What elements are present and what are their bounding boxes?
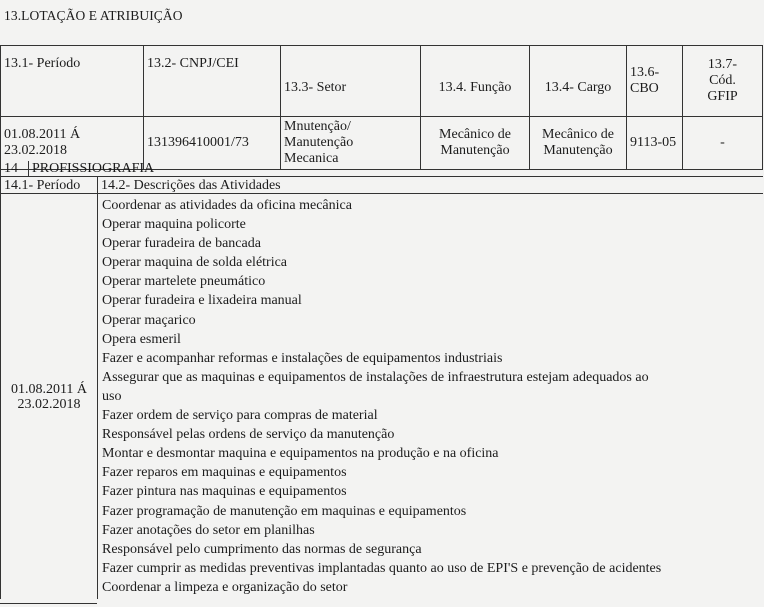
atividade-item: Responsável pelo cumprimento das normas de segurança (102, 541, 422, 557)
header-setor: 13.3- Setor (281, 46, 421, 117)
profissiografia-title-row (1, 160, 763, 177)
section-13-title: 13.LOTAÇÃO E ATRIBUIÇÃO (4, 8, 183, 23)
atividade-item: Opera esmeril (102, 331, 181, 347)
profissiografia-table (0, 160, 763, 599)
atividade-item: Operar maquina policorte (102, 217, 246, 233)
header-gfip: 13.7- Cód. GFIP (683, 46, 763, 117)
cell-cbo: 9113-05 (627, 117, 683, 170)
header-periodo-14: 14.1- Período (1, 177, 98, 194)
atividade-item: Operar furadeira e lixadeira manual (102, 293, 302, 309)
cell-setor: Mnutenção/ Manutenção Mecanica (281, 117, 421, 170)
header-cnpj: 13.2- CNPJ/CEI (144, 46, 281, 117)
profissiografia-header-row (1, 177, 763, 194)
header-descricoes: 14.2- Descrições das Atividades (98, 177, 763, 194)
lotacao-header-row (1, 46, 763, 117)
cell-cargo: Mecânico de Manutenção (530, 117, 627, 170)
atividade-item: Coordenar a limpeza e organização do setor (102, 579, 348, 595)
cell-periodo: 01.08.2011 Á 23.02.2018 (1, 117, 144, 170)
section-14-number: 14 (4, 161, 29, 176)
atividade-item: Fazer cumprir as medidas preventivas implantadas quanto ao uso de EPI'S e prevenção de acidentes (102, 560, 662, 576)
atividade-item: Responsável pelas ordens de serviço da manutenção (102, 427, 395, 443)
atividades-list (98, 194, 763, 600)
atividade-item: Coordenar as atividades da oficina mecânica (102, 198, 352, 213)
cell-cnpj: 131396410001/73 (144, 117, 281, 170)
profissiografia-title (1, 160, 763, 177)
atividade-item: Montar e desmontar maquina e equipamentos na produção e na oficina (102, 446, 499, 462)
atividade-item: Assegurar que as maquinas e equipamentos de instalações de infraestrutura estejam adequados ao (102, 369, 649, 385)
atividade-item: Fazer reparos em maquinas e equipamentos (102, 465, 347, 481)
atividade-item: Fazer e acompanhar reformas e instalações de equipamentos industriais (102, 350, 503, 366)
atividade-item: Operar furadeira de bancada (102, 236, 261, 252)
atividade-item: Fazer ordem de serviço para compras de material (102, 408, 378, 424)
header-cargo: 13.4- Cargo (530, 46, 627, 117)
lotacao-table (0, 45, 763, 170)
cell-gfip: - (683, 117, 763, 170)
header-funcao: 13.4. Função (421, 46, 530, 117)
profissiografia-data-row (1, 194, 763, 600)
atividade-item: Fazer pintura nas maquinas e equipamentos (102, 484, 347, 500)
atividade-item: Fazer programação de manutenção em maquinas e equipamentos (102, 503, 467, 519)
header-periodo: 13.1- Período (1, 46, 144, 117)
atividade-item: uso (102, 388, 122, 404)
atividade-item: Operar maçarico (102, 312, 196, 328)
cell-periodo-14: 01.08.2011 Á 23.02.2018 (1, 194, 98, 600)
cell-funcao: Mecânico de Manutenção (421, 117, 530, 170)
atividade-item: Fazer anotações do setor em planilhas (102, 522, 315, 538)
atividade-item: Operar martelete pneumático (102, 274, 266, 290)
section-14-title: PROFISSIOGRAFIA (32, 160, 155, 176)
atividade-item: Operar maquina de solda elétrica (102, 255, 288, 271)
bottom-rule (0, 603, 97, 604)
header-cbo: 13.6- CBO (627, 46, 683, 117)
